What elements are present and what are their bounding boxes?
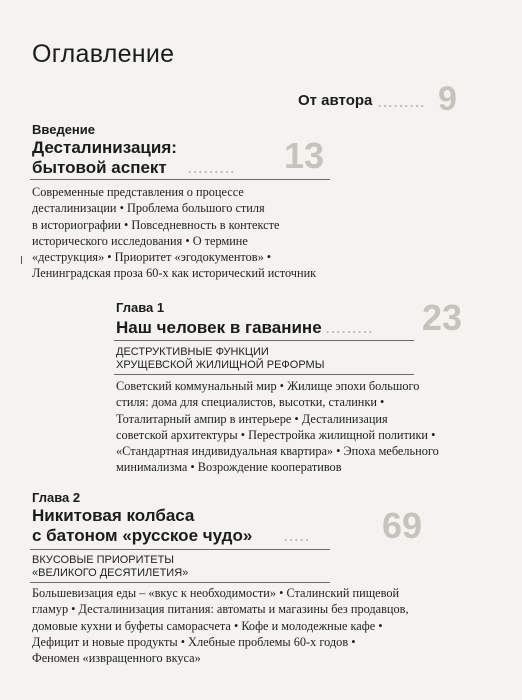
topic-line: Ленинградская проза 60-х как исторический источник	[32, 266, 317, 281]
divider	[114, 340, 414, 341]
chapter-2-title-line2: с батоном «русское чудо»	[32, 526, 253, 545]
topic-line: «деструкция» • Приоритет «эгодокументов» •	[32, 250, 272, 265]
chapter-1-page-number: 23	[422, 297, 463, 338]
intro-page-number: 13	[284, 135, 325, 176]
leader-dots: .........	[378, 96, 427, 110]
leader-dots: .....	[284, 530, 311, 544]
divider	[30, 179, 330, 180]
topic-line: Современные представления о процессе	[32, 185, 244, 199]
divider	[114, 374, 414, 375]
chapter-2-title-line1: Никитовая колбаса	[32, 506, 195, 525]
author-label: От автора	[298, 92, 373, 109]
topic-line: Большевизация еды – «вкус к необходимости» • Сталинский пищевой	[32, 586, 400, 600]
divider	[30, 549, 330, 550]
topic-line: Феномен «извращенного вкуса»	[32, 651, 201, 666]
chapter-2-subtitle-line2: «ВЕЛИКОГО ДЕСЯТИЛЕТИЯ»	[32, 567, 189, 579]
chapter-1-subtitle-line1: ДЕСТРУКТИВНЫЕ ФУНКЦИИ	[116, 346, 269, 358]
topic-line: Тоталитарный ампир в интерьере • Десталинизация	[116, 411, 388, 426]
intro-title-line1: Десталинизация:	[32, 138, 177, 157]
chapter-1-topics	[116, 378, 439, 476]
toc-entry-chapter-2[interactable]	[30, 488, 500, 688]
topic-line: Дефицит и новые продукты • Хлебные проблемы 60-х годов •	[32, 634, 356, 649]
chapter-1-subtitle-line2: ХРУЩЕВСКОЙ ЖИЛИЩНОЙ РЕФОРМЫ	[116, 359, 325, 371]
chapter-2-subtitle-line1: ВКУСОВЫЕ ПРИОРИТЕТЫ	[32, 554, 175, 566]
chapter-2-topics	[32, 585, 409, 666]
chapter-2-label: Глава 2	[32, 490, 81, 505]
chapter-1-label: Глава 1	[116, 300, 165, 315]
intro-label: Введение	[32, 122, 95, 137]
topic-line: исторического исследования • О термине	[32, 233, 248, 248]
topic-line: «Стандартная индивидуальная квартира» • Эпоха мебельного	[116, 444, 439, 459]
leader-dots: .........	[188, 162, 237, 176]
topic-line: гламур • Десталинизация питания: автоматы и магазины без продавцов,	[32, 602, 409, 617]
topic-line: Советский коммунальный мир • Жилище эпохи большого	[116, 379, 420, 393]
author-page-number: 9	[438, 80, 457, 118]
topic-line: домовые кухни и буфеты саморасчета • Кофе и молодежные кафе •	[32, 618, 383, 633]
chapter-1-title: Наш человек в гаванине	[116, 318, 322, 337]
page-title: Оглавление	[32, 40, 175, 68]
topic-line: минимализма • Возрождение кооперативов	[116, 460, 342, 475]
topic-line: десталинизации • Проблема большого стиля	[32, 201, 265, 216]
intro-title-line2: бытовой аспект	[32, 158, 167, 177]
divider	[30, 582, 330, 583]
toc-entry-author[interactable]	[298, 82, 463, 118]
topic-line: советской архитектуры • Перестройка жилищной политики •	[116, 427, 436, 442]
toc-entry-intro[interactable]	[30, 122, 490, 281]
chapter-2-page-number: 69	[382, 505, 423, 546]
topic-line: в историографии • Повседневность в контексте	[32, 217, 280, 232]
leader-dots: .........	[326, 322, 375, 336]
margin-mark	[21, 256, 22, 264]
toc-entry-chapter-1[interactable]	[114, 297, 494, 475]
topic-line: стиля: дома для специалистов, высотки, сталинки •	[116, 395, 385, 410]
intro-topics	[32, 184, 316, 282]
